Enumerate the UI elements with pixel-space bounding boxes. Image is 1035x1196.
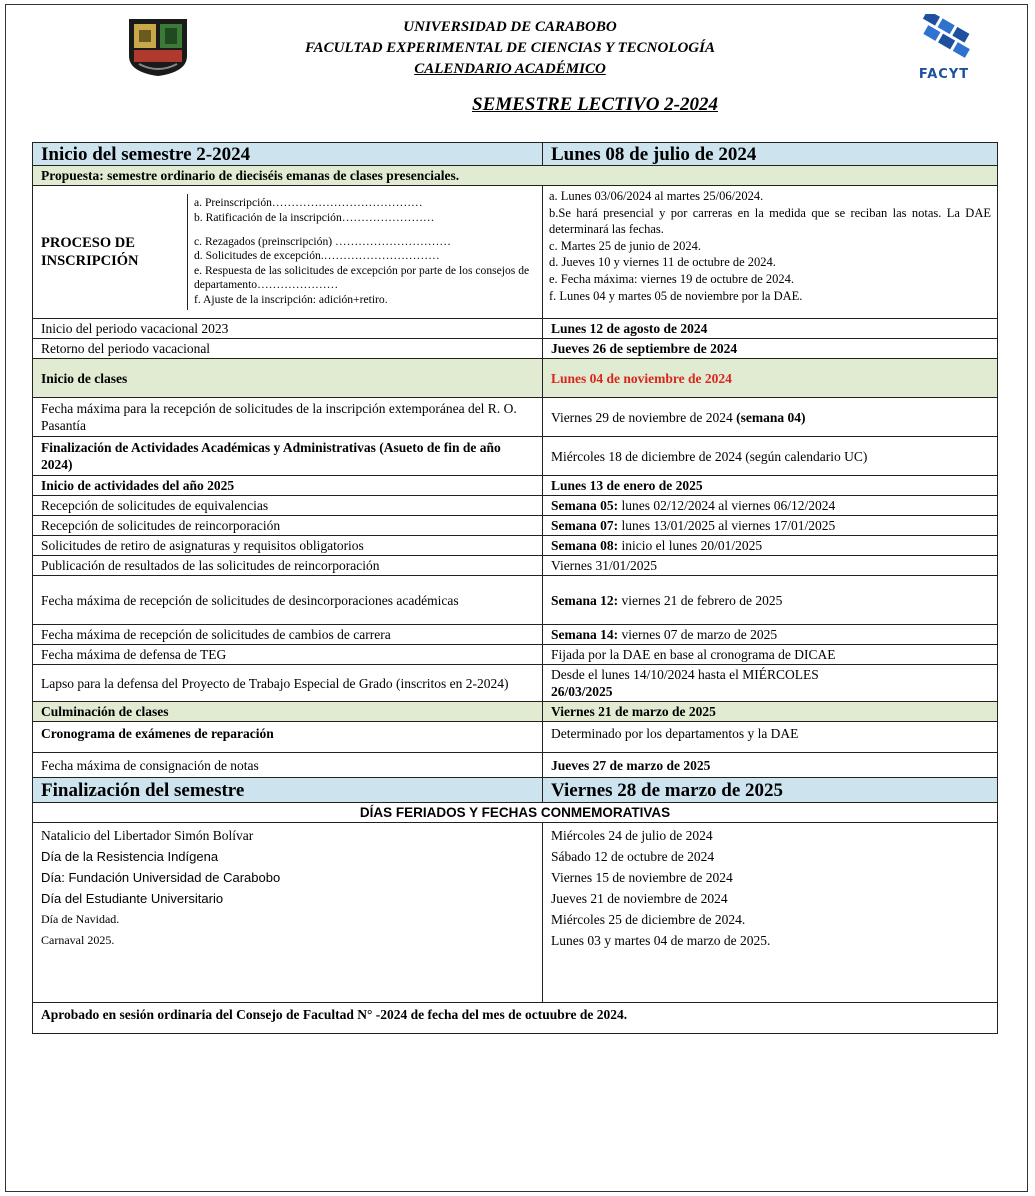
table-row — [33, 536, 998, 556]
holiday-date: Viernes 15 de noviembre de 2024 — [551, 870, 733, 886]
row-value: Viernes 21 de marzo de 2025 — [543, 702, 998, 722]
semester-end-label: Finalización del semestre — [33, 778, 543, 803]
row-value: viernes 21 de febrero de 2025 — [618, 592, 783, 608]
semester-title: SEMESTRE LECTIVO 2-2024 — [472, 94, 718, 115]
holiday-date: Jueves 21 de noviembre de 2024 — [551, 891, 728, 907]
holiday-name: Día del Estudiante Universitario — [41, 891, 224, 907]
row-label: Finalización de Actividades Académicas y Administrativas (Asueto de fin de año 2024) — [33, 437, 543, 476]
holiday-name: Día de la Resistencia Indígena — [41, 849, 219, 865]
inscription-row — [33, 186, 998, 319]
row-value: Viernes 31/01/2025 — [543, 556, 998, 576]
row-value: Desde el lunes 14/10/2024 hasta el MIÉRCOLES — [551, 667, 819, 683]
inscription-answer: e. Fecha máxima: viernes 19 de octubre de 2024. — [549, 271, 795, 286]
row-value-bold: Semana 12: — [551, 592, 619, 608]
header-text-block — [230, 17, 790, 80]
row-value: Lunes 12 de agosto de 2024 — [543, 319, 998, 339]
document-title: CALENDARIO ACADÉMICO — [414, 61, 606, 77]
facyt-logo — [905, 14, 983, 84]
row-value: Lunes 13 de enero de 2025 — [543, 476, 998, 496]
table-row — [33, 339, 998, 359]
row-value: inicio el lunes 20/01/2025 — [618, 538, 763, 554]
holiday-name: Día: Fundación Universidad de Carabobo — [41, 870, 281, 886]
approval-text: Aprobado en sesión ordinaria del Consejo de Facultad N° -2024 de fecha del mes de octuubre de 2024. — [33, 1003, 998, 1034]
row-label: Cronograma de exámenes de reparación — [33, 722, 543, 753]
row-label: Fecha máxima de recepción de solicitudes de cambios de carrera — [33, 625, 543, 645]
holiday-name: Día de Navidad. — [41, 912, 120, 927]
holidays-names — [33, 823, 543, 1003]
inscription-answer: b.Se hará presencial y por carreras en la medida que se reciban las notas. La DAE determinará las fechas. — [549, 205, 991, 237]
holiday-name: Natalicio del Libertador Simón Bolívar — [41, 828, 254, 844]
holiday-date: Miércoles 24 de julio de 2024 — [551, 828, 713, 844]
row-value-bold: Semana 14: — [551, 627, 619, 643]
table-row — [33, 665, 998, 702]
row-value-bold: Semana 07: — [551, 518, 619, 534]
holidays-title: DÍAS FERIADOS Y FECHAS CONMEMORATIVAS — [33, 803, 998, 823]
table-row — [33, 722, 998, 753]
row-label: Fecha máxima para la recepción de solicitudes de la inscripción extemporánea del R. O. Pasantía — [33, 398, 543, 437]
row-value: Jueves 26 de septiembre de 2024 — [543, 339, 998, 359]
proposal-row — [33, 166, 998, 186]
inscription-step: c. Rezagados (preinscripción) ………………………… — [194, 234, 451, 248]
row-label: Recepción de solicitudes de reincorporación — [33, 516, 543, 536]
inscription-step: f. Ajuste de la inscripción: adición+retiro. — [194, 292, 388, 306]
table-row — [33, 496, 998, 516]
table-row — [33, 753, 998, 778]
row-label: Solicitudes de retiro de asignaturas y requisitos obligatorios — [33, 536, 543, 556]
university-shield-logo — [125, 16, 191, 78]
row-label: Fecha máxima de recepción de solicitudes de desincorporaciones académicas — [33, 576, 543, 625]
row-label: Inicio de actividades del año 2025 — [33, 476, 543, 496]
holidays-dates — [543, 823, 998, 1003]
holiday-date: Lunes 03 y martes 04 de marzo de 2025. — [551, 933, 771, 949]
inscription-step: a. Preinscripción………………………………… — [194, 196, 423, 210]
table-row — [33, 576, 998, 625]
document-header — [0, 0, 1035, 140]
row-value: lunes 13/01/2025 al viernes 17/01/2025 — [618, 518, 836, 534]
approval-row — [33, 1003, 998, 1034]
table-row — [33, 398, 998, 437]
row-label: Lapso para la defensa del Proyecto de Trabajo Especial de Grado (inscritos en 2-2024) — [33, 665, 543, 702]
semester-start-label: Inicio del semestre 2-2024 — [33, 143, 543, 166]
inscription-label: PROCESO DE INSCRIPCIÓN — [33, 194, 188, 310]
table-row — [33, 319, 998, 339]
row-label: Inicio de clases — [33, 359, 543, 398]
table-row — [33, 645, 998, 665]
row-label: Retorno del periodo vacacional — [33, 339, 543, 359]
inscription-answer: c. Martes 25 de junio de 2024. — [549, 238, 702, 253]
semester-end-row — [33, 778, 998, 803]
table-row — [33, 476, 998, 496]
inscription-answers — [543, 186, 998, 319]
semester-start-date: Lunes 08 de julio de 2024 — [543, 143, 998, 166]
row-value-bold: Semana 08: — [551, 538, 619, 554]
facyt-logo-text: FACYT — [918, 67, 970, 82]
facyt-cubes-icon — [905, 14, 983, 66]
row-label: Publicación de resultados de las solicitudes de reincorporación — [33, 556, 543, 576]
row-value: lunes 02/12/2024 al viernes 06/12/2024 — [618, 498, 836, 514]
inscription-step: d. Solicitudes de excepción.………………………… — [194, 249, 440, 263]
table-row — [33, 437, 998, 476]
holiday-date: Miércoles 25 de diciembre de 2024. — [551, 912, 746, 928]
row-label: Fecha máxima de defensa de TEG — [33, 645, 543, 665]
row-value: Lunes 04 de noviembre de 2024 — [543, 359, 998, 398]
row-label: Recepción de solicitudes de equivalencias — [33, 496, 543, 516]
university-name: UNIVERSIDAD DE CARABOBO — [403, 19, 617, 35]
row-value: Viernes 29 de noviembre de 2024 — [551, 409, 737, 425]
row-value: Determinado por los departamentos y la DAE — [543, 722, 998, 753]
table-row — [33, 516, 998, 536]
inscription-steps — [188, 194, 543, 310]
row-value-bold: (semana 04) — [736, 409, 806, 425]
row-value-bold: 26/03/2025 — [551, 684, 613, 700]
row-value: viernes 07 de marzo de 2025 — [618, 627, 778, 643]
row-label: Fecha máxima de consignación de notas — [33, 753, 543, 778]
class-end-row — [33, 702, 998, 722]
proposal-text: Propuesta: semestre ordinario de dieciséis emanas de clases presenciales. — [33, 166, 998, 186]
row-value: Fijada por la DAE en base al cronograma de DICAE — [543, 645, 998, 665]
table-row — [33, 625, 998, 645]
inscription-answer: d. Jueves 10 y viernes 11 de octubre de 2024. — [549, 255, 776, 270]
row-label: Inicio del periodo vacacional 2023 — [33, 319, 543, 339]
faculty-name: FACULTAD EXPERIMENTAL DE CIENCIAS Y TECNOLOGÍA — [305, 40, 715, 56]
semester-start-row — [33, 143, 998, 166]
row-label: Culminación de clases — [33, 702, 543, 722]
row-value: Miércoles 18 de diciembre de 2024 (según calendario UC) — [543, 437, 998, 476]
holiday-name: Carnaval 2025. — [41, 933, 115, 948]
inscription-step: b. Ratificación de la inscripción…………………… — [194, 210, 435, 224]
holidays-row — [33, 823, 998, 1003]
holidays-title-row — [33, 803, 998, 823]
academic-calendar-table — [32, 142, 998, 1034]
table-row — [33, 556, 998, 576]
class-start-row — [33, 359, 998, 398]
holiday-date: Sábado 12 de octubre de 2024 — [551, 849, 715, 865]
inscription-answer: f. Lunes 04 y martes 05 de noviembre por la DAE. — [549, 288, 803, 303]
inscription-step: e. Respuesta de las solicitudes de excepción por parte de los consejos de departamento………………… — [194, 263, 530, 292]
row-value-bold: Semana 05: — [551, 498, 619, 514]
semester-end-date: Viernes 28 de marzo de 2025 — [543, 778, 998, 803]
inscription-answer: a. Lunes 03/06/2024 al martes 25/06/2024. — [549, 189, 764, 203]
row-value: Jueves 27 de marzo de 2025 — [543, 753, 998, 778]
